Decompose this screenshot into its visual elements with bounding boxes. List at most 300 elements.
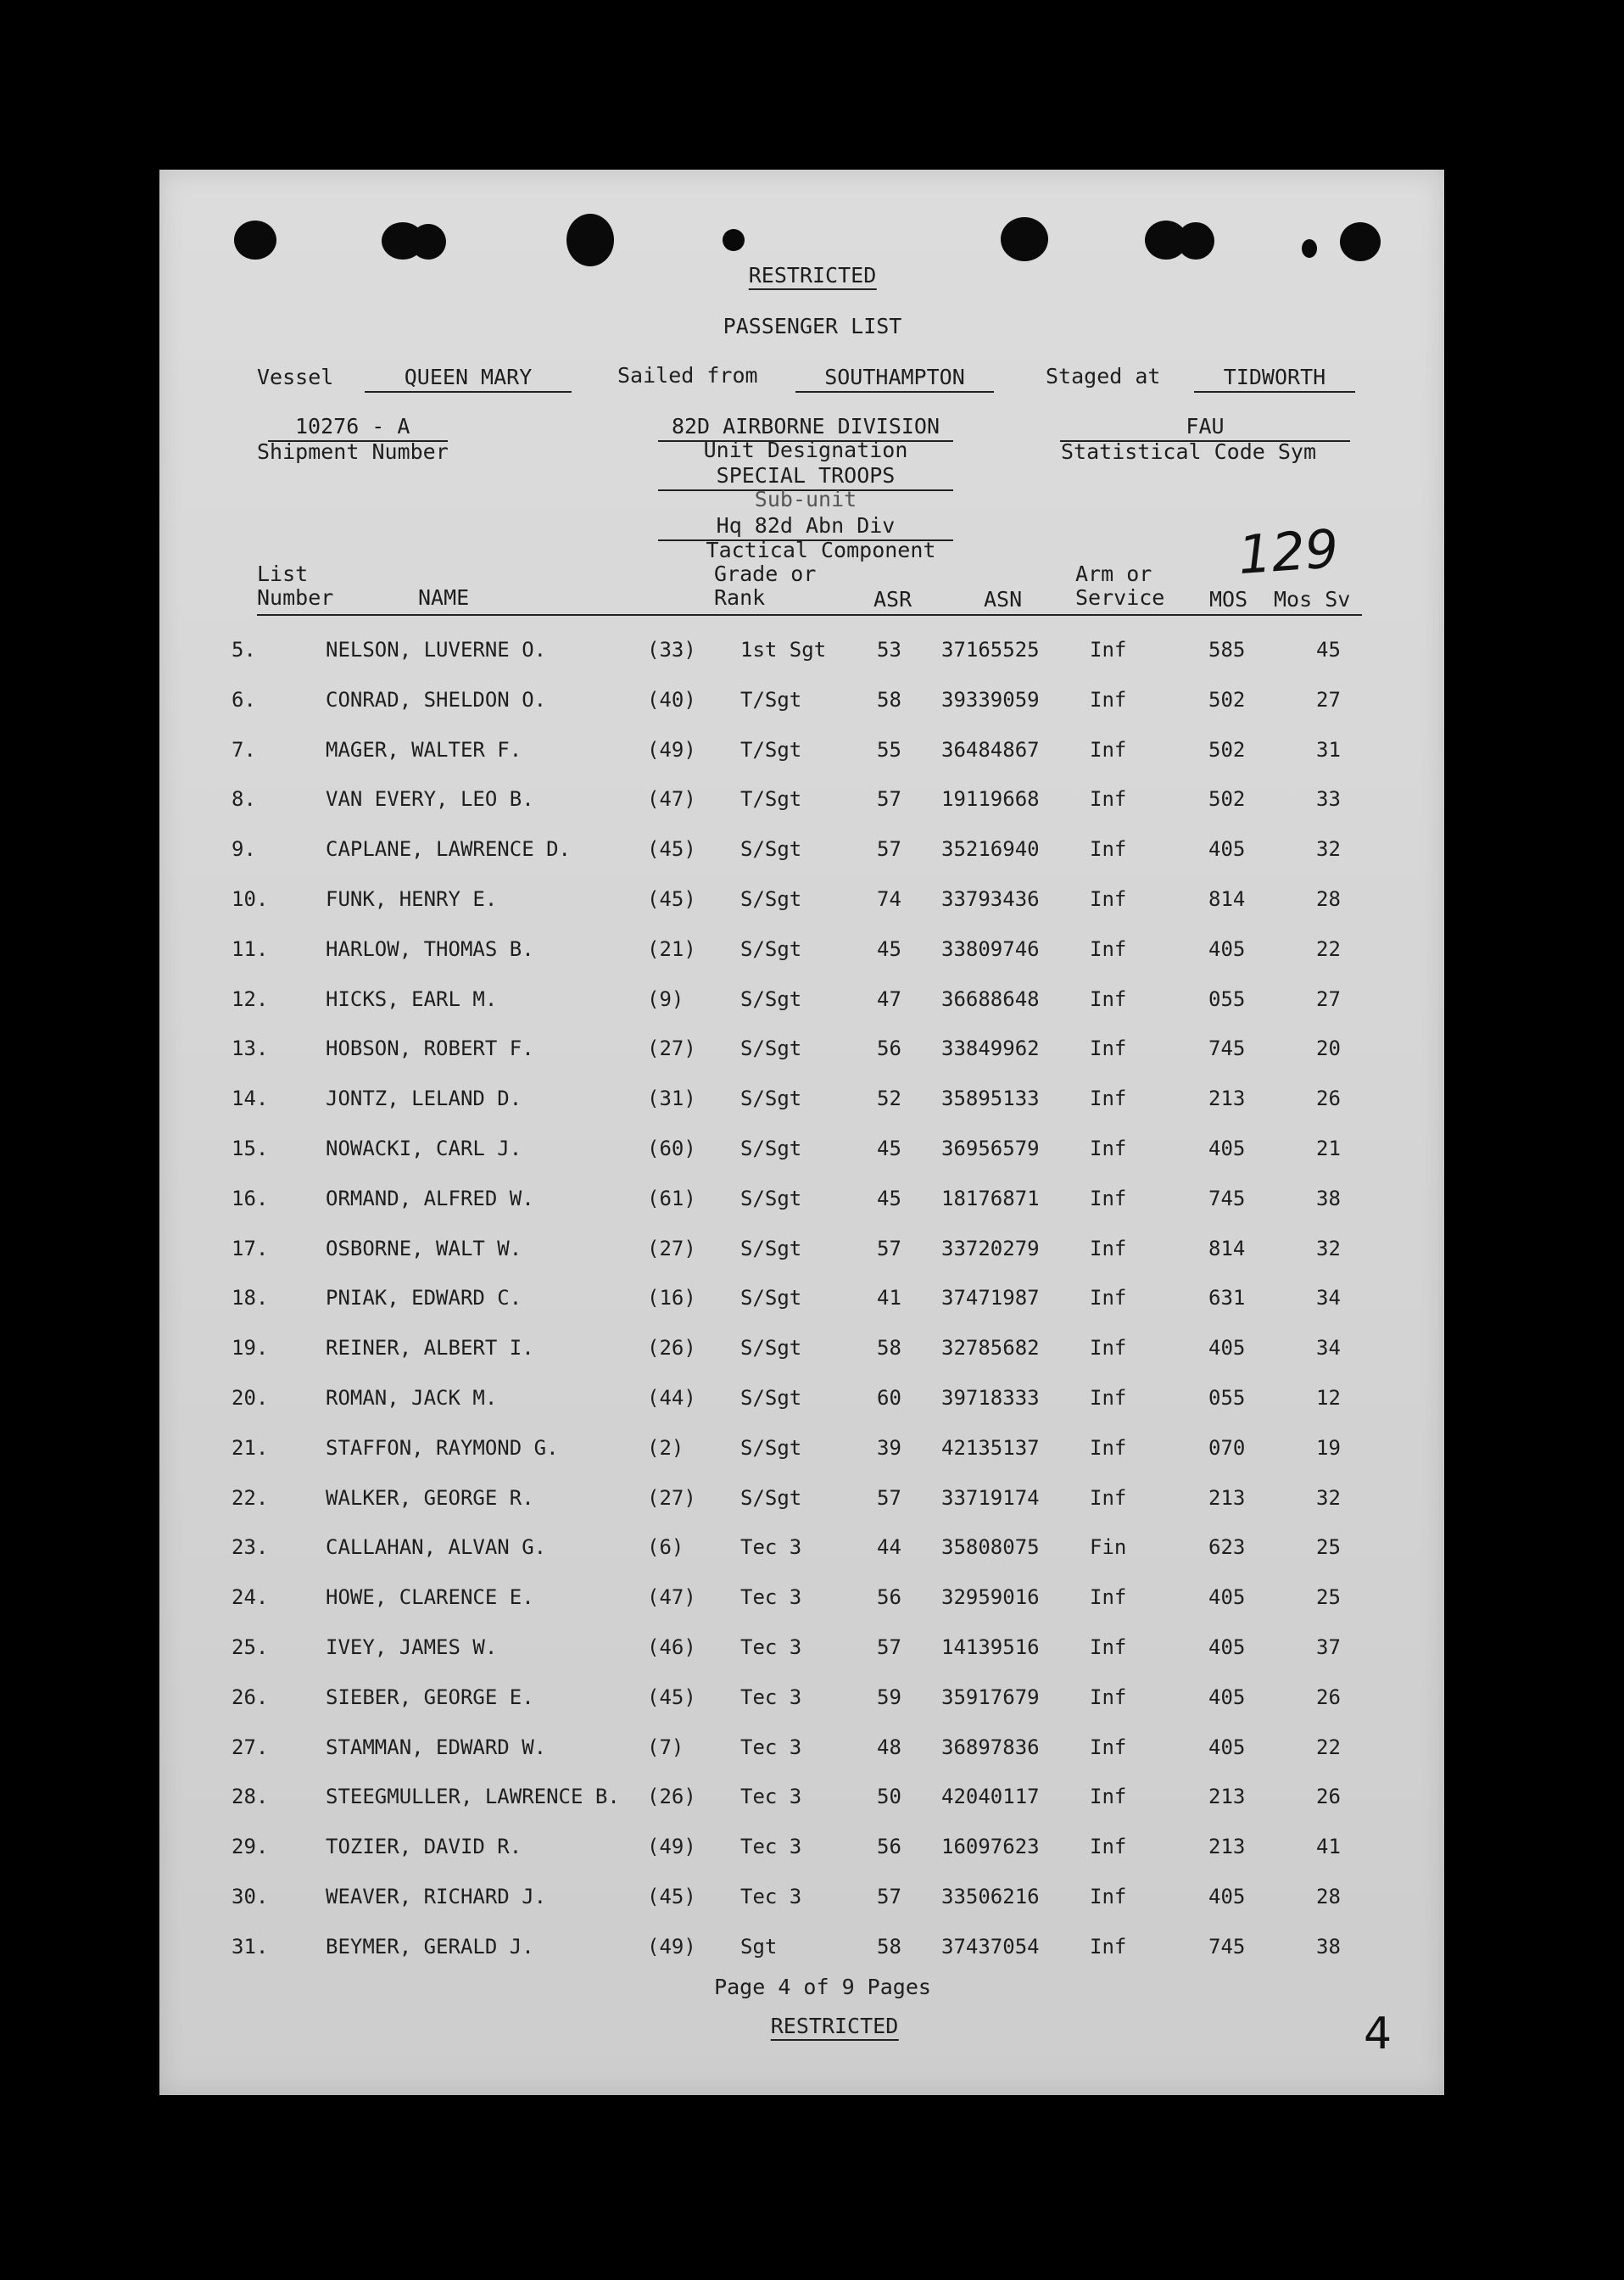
cell-asn: 35917679: [941, 1685, 1040, 1709]
punch-hole: [410, 224, 446, 260]
cell-no: 17.: [232, 1236, 269, 1260]
cell-mos: 623: [1208, 1535, 1246, 1560]
cell-grade: S/Sgt: [740, 1037, 802, 1061]
cell-mos: 213: [1208, 1785, 1246, 1809]
cell-asr: 50: [877, 1785, 901, 1809]
cell-no: 5.: [232, 638, 256, 662]
cell-no: 9.: [232, 837, 256, 862]
table-row: [159, 1530, 1444, 1564]
cell-grade: 1st Sgt: [740, 638, 827, 662]
cell-mos: 405: [1208, 936, 1246, 961]
punch-hole: [723, 229, 745, 251]
cell-name: CAPLANE, LAWRENCE D.: [326, 837, 571, 862]
cell-grade: S/Sgt: [740, 936, 802, 961]
cell-age: (47): [647, 787, 696, 812]
cell-name: PNIAK, EDWARD C.: [326, 1286, 522, 1310]
cell-grade: S/Sgt: [740, 1435, 802, 1460]
cell-arm: Inf: [1090, 1835, 1127, 1859]
cell-no: 7.: [232, 737, 256, 762]
col-asr: ASR: [873, 587, 912, 612]
punch-hole: [1001, 217, 1048, 261]
cell-grade: Tec 3: [740, 1585, 802, 1610]
table-row: [159, 1930, 1444, 1964]
cell-mos: 585: [1208, 638, 1246, 662]
cell-arm: Inf: [1090, 1785, 1127, 1809]
cell-sv: 32: [1316, 1485, 1341, 1510]
cell-asr: 56: [877, 1037, 901, 1061]
cell-asr: 57: [877, 1485, 901, 1510]
cell-grade: S/Sgt: [740, 1286, 802, 1310]
cell-arm: Inf: [1090, 1485, 1127, 1510]
cell-mos: 814: [1208, 887, 1246, 911]
statistical-code: FAU: [1060, 414, 1350, 442]
cell-asn: 35808075: [941, 1535, 1040, 1560]
cell-asn: 39718333: [941, 1386, 1040, 1410]
cell-asn: 14139516: [941, 1635, 1040, 1659]
table-row: [159, 1630, 1444, 1664]
cell-sv: 33: [1316, 787, 1341, 812]
sub-unit-label: Sub-unit: [754, 487, 857, 511]
cell-age: (46): [647, 1635, 696, 1659]
col-name: NAME: [418, 585, 470, 610]
cell-name: CALLAHAN, ALVAN G.: [326, 1535, 547, 1560]
cell-age: (49): [647, 737, 696, 762]
vessel-value: QUEEN MARY: [365, 365, 572, 393]
cell-asr: 58: [877, 687, 901, 712]
col-grade-line1: Grade or: [714, 562, 817, 586]
cell-sv: 19: [1316, 1435, 1341, 1460]
cell-sv: 31: [1316, 737, 1341, 762]
cell-age: (45): [647, 1885, 696, 1908]
cell-mos: 631: [1208, 1286, 1246, 1310]
unit-designation-label: Unit Designation: [703, 438, 908, 462]
punch-hole: [1340, 222, 1381, 261]
cell-asn: 36897836: [941, 1735, 1040, 1759]
cell-sv: 38: [1316, 1934, 1341, 1959]
cell-name: JONTZ, LELAND D.: [326, 1087, 522, 1111]
cell-asn: 37165525: [941, 638, 1040, 662]
cell-arm: Inf: [1090, 1885, 1127, 1908]
cell-no: 8.: [232, 787, 256, 812]
cell-arm: Inf: [1090, 638, 1127, 662]
cell-name: SIEBER, GEORGE E.: [326, 1685, 534, 1709]
cell-arm: Inf: [1090, 1137, 1127, 1160]
sub-unit: SPECIAL TROOPS: [658, 463, 953, 491]
cell-mos: 213: [1208, 1835, 1246, 1859]
cell-sv: 22: [1316, 1735, 1341, 1759]
cell-no: 23.: [232, 1535, 269, 1560]
cell-asr: 44: [877, 1535, 901, 1560]
col-arm-line1: Arm or: [1075, 562, 1152, 586]
cell-no: 27.: [232, 1735, 269, 1759]
cell-grade: Tec 3: [740, 1685, 802, 1709]
cell-no: 24.: [232, 1585, 269, 1610]
cell-asr: 45: [877, 1186, 901, 1210]
cell-sv: 26: [1316, 1785, 1341, 1809]
cell-asr: 58: [877, 1336, 901, 1361]
cell-mos: 814: [1208, 1236, 1246, 1260]
cell-asn: 37437054: [941, 1934, 1040, 1959]
cell-asn: 36688648: [941, 986, 1040, 1011]
cell-age: (49): [647, 1934, 696, 1959]
cell-sv: 26: [1316, 1087, 1341, 1111]
page-number: Page 4 of 9 Pages: [714, 1975, 931, 1999]
table-row: [159, 683, 1444, 717]
cell-sv: 37: [1316, 1635, 1341, 1659]
table-row: [159, 633, 1444, 667]
col-mos-sv: Mos Sv: [1274, 587, 1351, 612]
cell-asn: 39339059: [941, 687, 1040, 712]
punch-hole: [234, 221, 276, 260]
col-list-number-line1: List: [257, 562, 309, 586]
cell-name: IVEY, JAMES W.: [326, 1635, 498, 1659]
cell-sv: 34: [1316, 1286, 1341, 1310]
cell-arm: Inf: [1090, 887, 1127, 911]
cell-mos: 745: [1208, 1037, 1246, 1061]
cell-asn: 32785682: [941, 1336, 1040, 1361]
cell-sv: 32: [1316, 837, 1341, 862]
cell-mos: 502: [1208, 737, 1246, 762]
table-row: [159, 733, 1444, 767]
table-row: [159, 1281, 1444, 1315]
cell-grade: Tec 3: [740, 1835, 802, 1859]
cell-no: 15.: [232, 1137, 269, 1160]
cell-asn: 42040117: [941, 1785, 1040, 1809]
cell-asn: 33849962: [941, 1037, 1040, 1061]
cell-mos: 502: [1208, 787, 1246, 812]
cell-no: 14.: [232, 1087, 269, 1111]
cell-grade: T/Sgt: [740, 687, 802, 712]
cell-no: 21.: [232, 1435, 269, 1460]
statistical-code-label: Statistical Code Sym: [1061, 439, 1317, 464]
cell-arm: Inf: [1090, 1934, 1127, 1959]
header-rule: [257, 614, 1362, 616]
cell-arm: Inf: [1090, 986, 1127, 1011]
cell-arm: Inf: [1090, 1435, 1127, 1460]
table-row: [159, 1780, 1444, 1813]
cell-age: (27): [647, 1485, 696, 1510]
cell-arm: Inf: [1090, 1186, 1127, 1210]
cell-sv: 21: [1316, 1137, 1341, 1160]
cell-grade: Sgt: [740, 1934, 778, 1959]
cell-age: (45): [647, 837, 696, 862]
cell-arm: Inf: [1090, 787, 1127, 812]
cell-arm: Inf: [1090, 687, 1127, 712]
cell-grade: Tec 3: [740, 1635, 802, 1659]
cell-name: BEYMER, GERALD J.: [326, 1934, 534, 1959]
cell-grade: Tec 3: [740, 1735, 802, 1759]
cell-asr: 57: [877, 1885, 901, 1908]
cell-mos: 213: [1208, 1087, 1246, 1111]
cell-asr: 39: [877, 1435, 901, 1460]
cell-asn: 33719174: [941, 1485, 1040, 1510]
cell-no: 12.: [232, 986, 269, 1011]
table-row: [159, 1331, 1444, 1365]
cell-age: (33): [647, 638, 696, 662]
cell-grade: S/Sgt: [740, 1186, 802, 1210]
cell-age: (9): [647, 986, 684, 1011]
cell-grade: S/Sgt: [740, 1485, 802, 1510]
col-arm-line2: Service: [1075, 585, 1165, 610]
cell-mos: 745: [1208, 1934, 1246, 1959]
cell-arm: Inf: [1090, 1236, 1127, 1260]
cell-asr: 56: [877, 1835, 901, 1859]
col-grade-line2: Rank: [714, 585, 766, 610]
cell-no: 18.: [232, 1286, 269, 1310]
cell-asr: 55: [877, 737, 901, 762]
table-row: [159, 1132, 1444, 1165]
cell-name: STAFFON, RAYMOND G.: [326, 1435, 559, 1460]
cell-mos: 070: [1208, 1435, 1246, 1460]
cell-mos: 055: [1208, 986, 1246, 1011]
cell-asn: 35216940: [941, 837, 1040, 862]
cell-sv: 27: [1316, 986, 1341, 1011]
cell-no: 19.: [232, 1336, 269, 1361]
tactical-component: Hq 82d Abn Div: [658, 513, 953, 541]
cell-age: (60): [647, 1137, 696, 1160]
cell-age: (61): [647, 1186, 696, 1210]
cell-name: MAGER, WALTER F.: [326, 737, 522, 762]
cell-asn: 33809746: [941, 936, 1040, 961]
cell-age: (44): [647, 1386, 696, 1410]
cell-age: (31): [647, 1087, 696, 1111]
cell-arm: Inf: [1090, 1585, 1127, 1610]
cell-arm: Inf: [1090, 1037, 1127, 1061]
cell-age: (27): [647, 1236, 696, 1260]
cell-no: 6.: [232, 687, 256, 712]
cell-sv: 41: [1316, 1835, 1341, 1859]
cell-arm: Inf: [1090, 1336, 1127, 1361]
document-page: [159, 170, 1444, 2095]
cell-asr: 58: [877, 1934, 901, 1959]
cell-grade: S/Sgt: [740, 1386, 802, 1410]
cell-sv: 22: [1316, 936, 1341, 961]
cell-grade: S/Sgt: [740, 1137, 802, 1160]
cell-asr: 48: [877, 1735, 901, 1759]
cell-grade: S/Sgt: [740, 986, 802, 1011]
cell-asr: 47: [877, 986, 901, 1011]
cell-asr: 74: [877, 887, 901, 911]
cell-arm: Inf: [1090, 1635, 1127, 1659]
cell-age: (27): [647, 1037, 696, 1061]
cell-sv: 28: [1316, 1885, 1341, 1908]
table-row: [159, 1481, 1444, 1515]
cell-age: (2): [647, 1435, 684, 1460]
table-row: [159, 1431, 1444, 1465]
cell-name: STAMMAN, EDWARD W.: [326, 1735, 547, 1759]
cell-grade: T/Sgt: [740, 737, 802, 762]
cell-mos: 405: [1208, 1885, 1246, 1908]
sailed-from-label: Sailed from: [617, 363, 758, 388]
table-row: [159, 1580, 1444, 1614]
cell-name: NOWACKI, CARL J.: [326, 1137, 522, 1160]
cell-age: (6): [647, 1535, 684, 1560]
cell-asr: 57: [877, 1635, 901, 1659]
cell-asr: 57: [877, 837, 901, 862]
tactical-component-label: Tactical Component: [706, 538, 936, 562]
cell-sv: 34: [1316, 1336, 1341, 1361]
cell-asn: 36956579: [941, 1137, 1040, 1160]
cell-mos: 405: [1208, 1635, 1246, 1659]
table-row: [159, 1730, 1444, 1764]
cell-name: TOZIER, DAVID R.: [326, 1835, 522, 1859]
punch-hole: [1177, 222, 1214, 260]
cell-name: OSBORNE, WALT W.: [326, 1236, 522, 1260]
table-row: [159, 1680, 1444, 1714]
staged-at-label: Staged at: [1046, 364, 1161, 388]
cell-asr: 45: [877, 1137, 901, 1160]
cell-age: (45): [647, 1685, 696, 1709]
cell-asr: 56: [877, 1585, 901, 1610]
cell-no: 31.: [232, 1934, 269, 1959]
cell-no: 26.: [232, 1685, 269, 1709]
cell-sv: 25: [1316, 1585, 1341, 1610]
cell-asr: 59: [877, 1685, 901, 1709]
cell-name: ORMAND, ALFRED W.: [326, 1186, 534, 1210]
sailed-from-value: SOUTHAMPTON: [795, 365, 994, 393]
cell-age: (26): [647, 1336, 696, 1361]
cell-asn: 35895133: [941, 1087, 1040, 1111]
col-list-number-line2: Number: [257, 585, 334, 610]
cell-grade: T/Sgt: [740, 787, 802, 812]
cell-no: 20.: [232, 1386, 269, 1410]
cell-asr: 45: [877, 936, 901, 961]
cell-asn: 18176871: [941, 1186, 1040, 1210]
cell-sv: 45: [1316, 638, 1341, 662]
table-row: [159, 1880, 1444, 1914]
cell-asn: 36484867: [941, 737, 1040, 762]
cell-age: (7): [647, 1735, 684, 1759]
shipment-number-label: Shipment Number: [257, 439, 449, 464]
cell-age: (49): [647, 1835, 696, 1859]
cell-no: 28.: [232, 1785, 269, 1809]
cell-no: 22.: [232, 1485, 269, 1510]
cell-arm: Inf: [1090, 1685, 1127, 1709]
table-row: [159, 1232, 1444, 1266]
cell-asr: 53: [877, 638, 901, 662]
cell-grade: Tec 3: [740, 1785, 802, 1809]
cell-name: VAN EVERY, LEO B.: [326, 787, 534, 812]
cell-no: 29.: [232, 1835, 269, 1859]
table-row: [159, 932, 1444, 966]
cell-asr: 57: [877, 787, 901, 812]
cell-mos: 405: [1208, 1735, 1246, 1759]
unit-designation: 82D AIRBORNE DIVISION: [658, 414, 953, 442]
cell-sv: 26: [1316, 1685, 1341, 1709]
table-row: [159, 782, 1444, 816]
table-row: [159, 1830, 1444, 1864]
cell-name: STEEGMULLER, LAWRENCE B.: [326, 1785, 620, 1809]
shipment-number: 10276 - A: [268, 414, 448, 442]
vessel-label: Vessel: [257, 365, 334, 389]
cell-name: WALKER, GEORGE R.: [326, 1485, 534, 1510]
restricted-header: RESTRICTED: [749, 263, 877, 290]
cell-mos: 745: [1208, 1186, 1246, 1210]
cell-age: (40): [647, 687, 696, 712]
table-row: [159, 982, 1444, 1016]
cell-name: HARLOW, THOMAS B.: [326, 936, 534, 961]
staged-at-value: TIDWORTH: [1194, 365, 1355, 393]
cell-arm: Inf: [1090, 737, 1127, 762]
handwritten-count: 129: [1236, 517, 1341, 587]
cell-sv: 38: [1316, 1186, 1341, 1210]
cell-mos: 405: [1208, 1585, 1246, 1610]
cell-age: (16): [647, 1286, 696, 1310]
cell-no: 30.: [232, 1885, 269, 1908]
cell-name: WEAVER, RICHARD J.: [326, 1885, 547, 1908]
table-row: [159, 1031, 1444, 1065]
cell-asn: 19119668: [941, 787, 1040, 812]
cell-sv: 12: [1316, 1386, 1341, 1410]
col-asn: ASN: [984, 587, 1023, 612]
cell-grade: S/Sgt: [740, 1336, 802, 1361]
cell-mos: 405: [1208, 837, 1246, 862]
cell-asn: 16097623: [941, 1835, 1040, 1859]
cell-name: NELSON, LUVERNE O.: [326, 638, 547, 662]
cell-grade: S/Sgt: [740, 1087, 802, 1111]
cell-asn: 32959016: [941, 1585, 1040, 1610]
cell-sv: 28: [1316, 887, 1341, 911]
cell-no: 13.: [232, 1037, 269, 1061]
cell-arm: Inf: [1090, 1286, 1127, 1310]
cell-asn: 33720279: [941, 1236, 1040, 1260]
cell-name: HICKS, EARL M.: [326, 986, 498, 1011]
cell-no: 10.: [232, 887, 269, 911]
punch-hole: [1302, 239, 1317, 258]
cell-no: 25.: [232, 1635, 269, 1659]
cell-grade: S/Sgt: [740, 887, 802, 911]
cell-grade: S/Sgt: [740, 1236, 802, 1260]
cell-asr: 60: [877, 1386, 901, 1410]
cell-arm: Inf: [1090, 1735, 1127, 1759]
cell-mos: 502: [1208, 687, 1246, 712]
cell-age: (45): [647, 887, 696, 911]
cell-mos: 405: [1208, 1685, 1246, 1709]
cell-age: (26): [647, 1785, 696, 1809]
cell-arm: Inf: [1090, 837, 1127, 862]
cell-grade: S/Sgt: [740, 837, 802, 862]
page-title: PASSENGER LIST: [723, 314, 902, 338]
cell-name: FUNK, HENRY E.: [326, 887, 498, 911]
cell-arm: Fin: [1090, 1535, 1127, 1560]
cell-age: (21): [647, 936, 696, 961]
table-row: [159, 1182, 1444, 1215]
cell-arm: Inf: [1090, 1087, 1127, 1111]
table-row: [159, 1081, 1444, 1115]
cell-mos: 055: [1208, 1386, 1246, 1410]
cell-sv: 32: [1316, 1236, 1341, 1260]
cell-mos: 405: [1208, 1336, 1246, 1361]
cell-mos: 405: [1208, 1137, 1246, 1160]
cell-asr: 57: [877, 1236, 901, 1260]
cell-age: (47): [647, 1585, 696, 1610]
cell-asr: 41: [877, 1286, 901, 1310]
handwritten-page-number: 4: [1364, 2009, 1392, 2059]
cell-arm: Inf: [1090, 1386, 1127, 1410]
table-row: [159, 1381, 1444, 1415]
cell-sv: 25: [1316, 1535, 1341, 1560]
col-mos: MOS: [1209, 587, 1248, 612]
cell-sv: 27: [1316, 687, 1341, 712]
cell-asn: 37471987: [941, 1286, 1040, 1310]
cell-asr: 52: [877, 1087, 901, 1111]
cell-grade: Tec 3: [740, 1885, 802, 1908]
cell-name: CONRAD, SHELDON O.: [326, 687, 547, 712]
punch-hole: [566, 214, 614, 266]
cell-name: REINER, ALBERT I.: [326, 1336, 534, 1361]
cell-name: HOBSON, ROBERT F.: [326, 1037, 534, 1061]
cell-asn: 33793436: [941, 887, 1040, 911]
